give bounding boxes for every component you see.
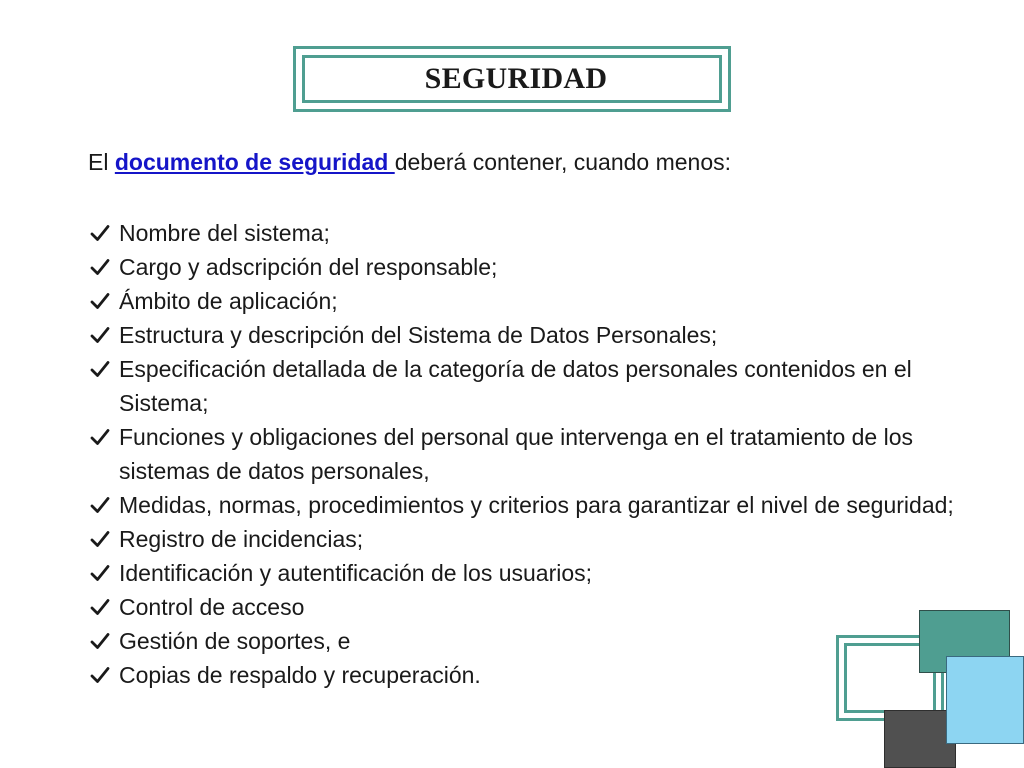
checklist-item-text: Ámbito de aplicación; xyxy=(119,288,338,314)
intro-suffix: deberá contener, cuando menos: xyxy=(394,149,732,175)
checklist-item-text: Identificación y autentificación de los usuarios; xyxy=(119,560,593,586)
checklist-item-text: Cargo y adscripción del responsable; xyxy=(119,254,498,280)
check-icon xyxy=(90,284,112,318)
checklist-item xyxy=(88,352,958,420)
checklist-item xyxy=(88,522,958,556)
checklist-item-text: Nombre del sistema; xyxy=(119,220,330,246)
checklist-item xyxy=(88,284,958,318)
check-icon xyxy=(90,216,112,250)
checklist-item-text: Gestión de soportes, e xyxy=(119,628,351,654)
checklist-item-text: Estructura y descripción del Sistema de Datos Personales; xyxy=(119,322,718,348)
check-icon xyxy=(90,488,112,522)
checklist-item xyxy=(88,590,958,624)
checklist-item-text: Registro de incidencias; xyxy=(119,526,364,552)
check-icon xyxy=(90,420,112,454)
checklist-item xyxy=(88,420,958,488)
check-icon xyxy=(90,590,112,624)
slide-title: SEGURIDAD xyxy=(424,62,608,95)
intro-paragraph xyxy=(88,149,731,176)
check-icon xyxy=(90,556,112,590)
checklist-item-text: Funciones y obligaciones del personal que intervenga en el tratamiento de los sistemas de datos personales, xyxy=(119,424,914,484)
title-frame xyxy=(293,46,731,112)
checklist-item xyxy=(88,658,958,692)
checklist-item-text: Medidas, normas, procedimientos y criterios para garantizar el nivel de seguridad; xyxy=(119,492,954,518)
checklist-item xyxy=(88,250,958,284)
checklist-item-text: Especificación detallada de la categoría de datos personales contenidos en el Sistema; xyxy=(119,356,912,416)
documento-de-seguridad-link[interactable]: documento de seguridad xyxy=(114,149,395,175)
checklist-item xyxy=(88,216,958,250)
decorative-blue-square xyxy=(946,656,1024,744)
checklist-item xyxy=(88,556,958,590)
requirements-checklist xyxy=(88,216,958,692)
checklist-item-text: Copias de respaldo y recuperación. xyxy=(119,662,481,688)
check-icon xyxy=(90,318,112,352)
check-icon xyxy=(90,522,112,556)
checklist-item xyxy=(88,488,958,522)
check-icon xyxy=(90,352,112,386)
checklist-item-text: Control de acceso xyxy=(119,594,305,620)
intro-prefix: El xyxy=(88,149,115,175)
checklist-item xyxy=(88,624,958,658)
check-icon xyxy=(90,250,112,284)
checklist-item xyxy=(88,318,958,352)
check-icon xyxy=(90,658,112,692)
check-icon xyxy=(90,624,112,658)
title-frame-inner xyxy=(302,55,722,103)
